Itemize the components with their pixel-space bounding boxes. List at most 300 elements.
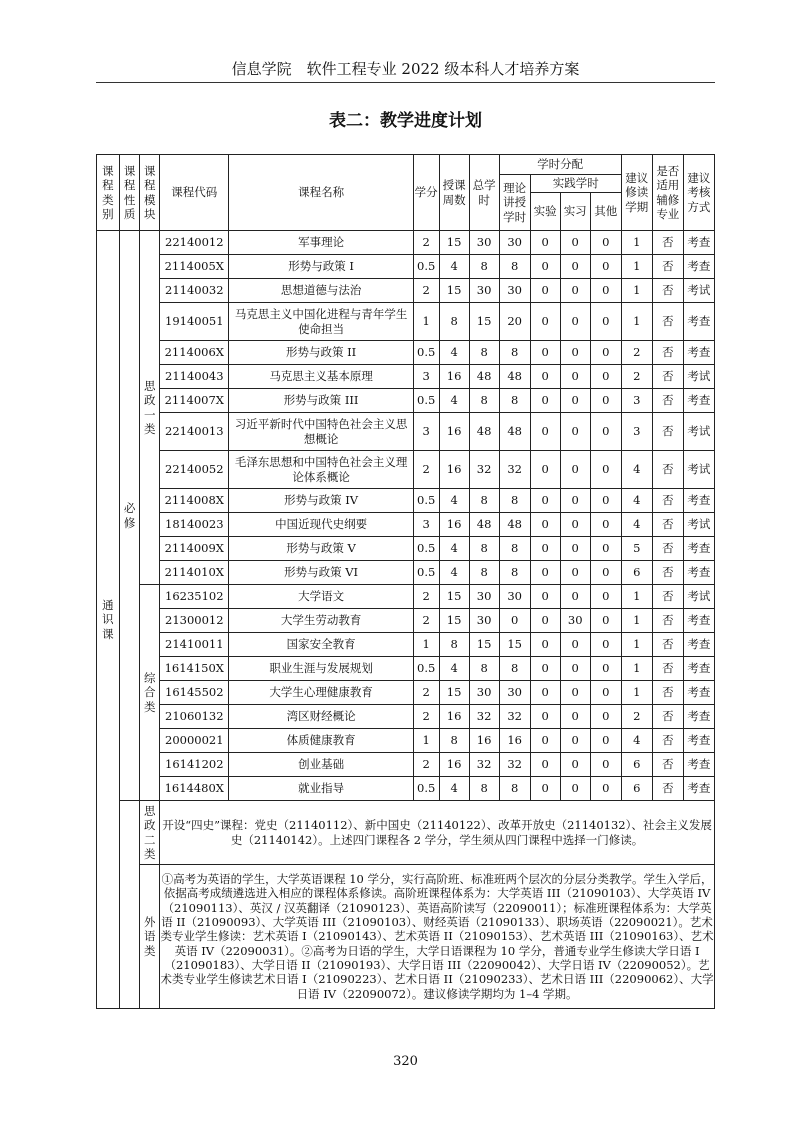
header-code: 课程代码	[160, 155, 229, 231]
cell-other: 0	[590, 231, 621, 255]
table-row	[97, 561, 715, 585]
cell-code: 2114009X	[160, 537, 229, 561]
cell-sem: 6	[621, 753, 652, 777]
cell-code: 21060132	[160, 705, 229, 729]
cell-credits: 2	[413, 753, 439, 777]
cell-code: 22140013	[160, 413, 229, 451]
cell-code: 2114005X	[160, 255, 229, 279]
cell-code: 20000021	[160, 729, 229, 753]
cell-exam: 考查	[683, 657, 714, 681]
cell-intern: 0	[560, 413, 590, 451]
cell-total: 30	[469, 681, 499, 705]
cell-weeks: 4	[439, 537, 469, 561]
cell-sem: 6	[621, 561, 652, 585]
cell-weeks: 4	[439, 341, 469, 365]
cell-theory: 0	[499, 609, 530, 633]
cell-other: 0	[590, 633, 621, 657]
table-row	[97, 365, 715, 389]
cell-code: 22140052	[160, 451, 229, 489]
cell-name: 中国近现代史纲要	[229, 513, 413, 537]
cell-minor: 否	[652, 681, 683, 705]
cell-exp: 0	[530, 681, 560, 705]
cell-exam: 考查	[683, 753, 714, 777]
cell-sem: 1	[621, 585, 652, 609]
cell-intern: 0	[560, 451, 590, 489]
table-row	[97, 681, 715, 705]
cell-sem: 4	[621, 729, 652, 753]
cell-code: 1614150X	[160, 657, 229, 681]
cell-total: 30	[469, 585, 499, 609]
cell-other: 0	[590, 389, 621, 413]
cell-exam: 考试	[683, 451, 714, 489]
cell-name: 毛泽东思想和中国特色社会主义理论体系概论	[229, 451, 413, 489]
cell-total: 8	[469, 657, 499, 681]
cell-exp: 0	[530, 609, 560, 633]
cell-exam: 考查	[683, 389, 714, 413]
cell-theory: 8	[499, 389, 530, 413]
cell-weeks: 8	[439, 729, 469, 753]
cell-name: 体质健康教育	[229, 729, 413, 753]
cell-other: 0	[590, 753, 621, 777]
cell-code: 21140043	[160, 365, 229, 389]
cell-exp: 0	[530, 513, 560, 537]
cell-theory: 8	[499, 255, 530, 279]
cell-sem: 3	[621, 389, 652, 413]
nature-cell: 必修	[119, 231, 140, 801]
header-hours-group: 学时分配	[499, 155, 621, 175]
cell-intern: 0	[560, 777, 590, 801]
cell-sem: 1	[621, 279, 652, 303]
cell-other: 0	[590, 341, 621, 365]
cell-intern: 0	[560, 681, 590, 705]
cell-sem: 1	[621, 303, 652, 341]
cell-minor: 否	[652, 413, 683, 451]
cell-minor: 否	[652, 231, 683, 255]
teaching-plan-table	[96, 154, 715, 1009]
cell-code: 18140023	[160, 513, 229, 537]
cell-exam: 考查	[683, 705, 714, 729]
cell-weeks: 4	[439, 657, 469, 681]
cell-name: 形势与政策 VI	[229, 561, 413, 585]
table-row-politics2	[97, 801, 715, 865]
cell-other: 0	[590, 537, 621, 561]
cell-credits: 2	[413, 609, 439, 633]
table-row	[97, 729, 715, 753]
cell-theory: 48	[499, 513, 530, 537]
cell-exp: 0	[530, 365, 560, 389]
cell-name: 马克思主义中国化进程与青年学生使命担当	[229, 303, 413, 341]
cell-exp: 0	[530, 255, 560, 279]
page-header: 信息学院 软件工程专业 2022 级本科人才培养方案	[231, 60, 580, 78]
cell-weeks: 4	[439, 561, 469, 585]
cell-other: 0	[590, 279, 621, 303]
table-row	[97, 513, 715, 537]
cell-name: 形势与政策 IV	[229, 489, 413, 513]
cell-credits: 3	[413, 513, 439, 537]
cell-exp: 0	[530, 585, 560, 609]
cell-theory: 8	[499, 777, 530, 801]
cell-theory: 20	[499, 303, 530, 341]
cell-exam: 考查	[683, 341, 714, 365]
table-row	[97, 633, 715, 657]
cell-name: 习近平新时代中国特色社会主义思想概论	[229, 413, 413, 451]
cell-weeks: 4	[439, 389, 469, 413]
page-number: 320	[393, 1054, 418, 1069]
cell-sem: 1	[621, 681, 652, 705]
cell-theory: 8	[499, 341, 530, 365]
cell-minor: 否	[652, 585, 683, 609]
cell-code: 2114010X	[160, 561, 229, 585]
cell-intern: 0	[560, 255, 590, 279]
header-nature: 课程性质	[119, 155, 140, 231]
cell-weeks: 16	[439, 753, 469, 777]
cell-exam: 考查	[683, 255, 714, 279]
cell-intern: 0	[560, 657, 590, 681]
cell-intern: 0	[560, 561, 590, 585]
cell-name: 形势与政策 II	[229, 341, 413, 365]
cell-exam: 考查	[683, 489, 714, 513]
cell-name: 大学生劳动教育	[229, 609, 413, 633]
cell-sem: 4	[621, 489, 652, 513]
note-foreign: ①高考为英语的学生，大学英语课程 10 学分，实行高阶班、标准班两个层次的分层分类教学。学生入学后，依据高考成绩遴选进入相应的课程体系修读。高阶班课程体系为：大学英语 III（21090103）、大学英语 IV（21090113）、英汉 / 汉英翻译（21090123）、英语高阶读写（22090011）；标准班课程体系为：大学英语 II（21090093）、大学英语 III（21090103）、财经英语（21090133）、职场英语（22090021）。艺术类专业学生修读：艺术英语 I（21090143）、艺术英语 II（21090153）、艺术英语 III（21090163）、艺术英语 IV（22090031）。②高考为日语的学生，大学日语课程为 10 学分，普通专业学生修读大学日语 I（21090183）、大学日语 II（21090193）、大学日语 III（22090042）、大学日语 IV（22090052）。艺术类专业学生修读艺术日语 I（21090223）、艺术日语 II（21090233）、艺术日语 III（22090062）、大学日语 IV（22090072）。建议修读学期均为 1–4 学期。	[160, 865, 715, 1009]
module-cell-politics1: 思政一类	[140, 231, 160, 585]
cell-code: 22140012	[160, 231, 229, 255]
table-row	[97, 657, 715, 681]
cell-exp: 0	[530, 413, 560, 451]
cell-minor: 否	[652, 513, 683, 537]
cell-code: 16141202	[160, 753, 229, 777]
cell-other: 0	[590, 729, 621, 753]
cell-other: 0	[590, 657, 621, 681]
cell-credits: 1	[413, 303, 439, 341]
table-row	[97, 255, 715, 279]
cell-minor: 否	[652, 705, 683, 729]
cell-code: 21140032	[160, 279, 229, 303]
cell-intern: 0	[560, 585, 590, 609]
cell-other: 0	[590, 365, 621, 389]
category-cell: 通识课	[97, 231, 120, 1009]
cell-credits: 1	[413, 729, 439, 753]
cell-total: 8	[469, 777, 499, 801]
header-module: 课程模块	[140, 155, 160, 231]
header-weeks: 授课周数	[439, 155, 469, 231]
cell-exam: 考试	[683, 585, 714, 609]
cell-exam: 考查	[683, 231, 714, 255]
cell-name: 思想道德与法治	[229, 279, 413, 303]
cell-theory: 30	[499, 279, 530, 303]
cell-weeks: 15	[439, 279, 469, 303]
cell-exp: 0	[530, 753, 560, 777]
cell-sem: 2	[621, 365, 652, 389]
cell-credits: 0.5	[413, 777, 439, 801]
cell-code: 2114006X	[160, 341, 229, 365]
cell-name: 军事理论	[229, 231, 413, 255]
cell-credits: 0.5	[413, 537, 439, 561]
header-internship: 实习	[560, 193, 590, 231]
table-row-foreign	[97, 865, 715, 1009]
cell-sem: 2	[621, 705, 652, 729]
table-row	[97, 489, 715, 513]
cell-exam: 考查	[683, 633, 714, 657]
cell-theory: 48	[499, 413, 530, 451]
header-practice-group: 实践学时	[530, 175, 621, 193]
cell-exp: 0	[530, 561, 560, 585]
cell-theory: 8	[499, 489, 530, 513]
cell-code: 21300012	[160, 609, 229, 633]
cell-code: 16235102	[160, 585, 229, 609]
cell-theory: 48	[499, 365, 530, 389]
cell-total: 8	[469, 255, 499, 279]
cell-minor: 否	[652, 537, 683, 561]
cell-total: 30	[469, 609, 499, 633]
cell-theory: 32	[499, 705, 530, 729]
cell-credits: 0.5	[413, 255, 439, 279]
cell-intern: 0	[560, 753, 590, 777]
cell-exam: 考查	[683, 729, 714, 753]
cell-minor: 否	[652, 303, 683, 341]
cell-exam: 考试	[683, 513, 714, 537]
cell-exam: 考查	[683, 681, 714, 705]
cell-weeks: 16	[439, 365, 469, 389]
cell-total: 32	[469, 451, 499, 489]
cell-intern: 0	[560, 729, 590, 753]
cell-other: 0	[590, 777, 621, 801]
cell-name: 就业指导	[229, 777, 413, 801]
cell-sem: 1	[621, 633, 652, 657]
cell-intern: 30	[560, 609, 590, 633]
cell-minor: 否	[652, 341, 683, 365]
cell-code: 16145502	[160, 681, 229, 705]
cell-weeks: 15	[439, 231, 469, 255]
cell-credits: 2	[413, 231, 439, 255]
cell-theory: 32	[499, 753, 530, 777]
cell-theory: 8	[499, 657, 530, 681]
header-exam: 建议考核方式	[683, 155, 714, 231]
cell-exp: 0	[530, 633, 560, 657]
cell-other: 0	[590, 681, 621, 705]
note-politics2: 开设“四史”课程：党史（21140112）、新中国史（21140122）、改革开放史（21140132）、社会主义发展史（21140142）。上述四门课程各 2 学分，学生须从四门课程中选择一门修读。	[160, 801, 715, 865]
cell-exp: 0	[530, 489, 560, 513]
cell-theory: 32	[499, 451, 530, 489]
cell-minor: 否	[652, 777, 683, 801]
cell-theory: 16	[499, 729, 530, 753]
cell-name: 创业基础	[229, 753, 413, 777]
cell-minor: 否	[652, 657, 683, 681]
header-other: 其他	[590, 193, 621, 231]
cell-sem: 1	[621, 255, 652, 279]
cell-name: 形势与政策 III	[229, 389, 413, 413]
cell-credits: 0.5	[413, 389, 439, 413]
header-credits: 学分	[413, 155, 439, 231]
nature-cell-empty	[119, 801, 140, 1009]
cell-total: 32	[469, 705, 499, 729]
cell-code: 21410011	[160, 633, 229, 657]
cell-exp: 0	[530, 303, 560, 341]
cell-exam: 考试	[683, 365, 714, 389]
cell-exam: 考试	[683, 413, 714, 451]
cell-minor: 否	[652, 489, 683, 513]
cell-code: 1614480X	[160, 777, 229, 801]
header-total-hours: 总学时	[469, 155, 499, 231]
cell-name: 职业生涯与发展规划	[229, 657, 413, 681]
cell-minor: 否	[652, 561, 683, 585]
header-theory: 理论讲授学时	[499, 175, 530, 231]
cell-total: 15	[469, 303, 499, 341]
cell-minor: 否	[652, 365, 683, 389]
cell-sem: 1	[621, 609, 652, 633]
cell-credits: 0.5	[413, 489, 439, 513]
cell-exp: 0	[530, 729, 560, 753]
cell-sem: 5	[621, 537, 652, 561]
header-tutoring: 是否适用辅修专业	[652, 155, 683, 231]
cell-exp: 0	[530, 451, 560, 489]
cell-name: 马克思主义基本原理	[229, 365, 413, 389]
cell-minor: 否	[652, 729, 683, 753]
cell-credits: 3	[413, 365, 439, 389]
table-row	[97, 279, 715, 303]
cell-intern: 0	[560, 705, 590, 729]
cell-intern: 0	[560, 633, 590, 657]
cell-exam: 考查	[683, 537, 714, 561]
cell-code: 2114007X	[160, 389, 229, 413]
cell-intern: 0	[560, 365, 590, 389]
table-row	[97, 609, 715, 633]
table-row	[97, 303, 715, 341]
cell-exp: 0	[530, 231, 560, 255]
cell-minor: 否	[652, 753, 683, 777]
cell-exp: 0	[530, 777, 560, 801]
cell-exp: 0	[530, 537, 560, 561]
table-row	[97, 389, 715, 413]
cell-minor: 否	[652, 633, 683, 657]
cell-credits: 2	[413, 451, 439, 489]
cell-other: 0	[590, 451, 621, 489]
cell-name: 大学生心理健康教育	[229, 681, 413, 705]
cell-code: 19140051	[160, 303, 229, 341]
cell-total: 30	[469, 279, 499, 303]
cell-intern: 0	[560, 513, 590, 537]
cell-weeks: 8	[439, 303, 469, 341]
table-row	[97, 451, 715, 489]
cell-theory: 30	[499, 585, 530, 609]
table-title: 表二：教学进度计划	[329, 111, 482, 131]
cell-other: 0	[590, 303, 621, 341]
cell-theory: 30	[499, 681, 530, 705]
cell-name: 大学语文	[229, 585, 413, 609]
cell-minor: 否	[652, 451, 683, 489]
cell-minor: 否	[652, 389, 683, 413]
table-row	[97, 753, 715, 777]
cell-minor: 否	[652, 609, 683, 633]
cell-total: 8	[469, 489, 499, 513]
cell-minor: 否	[652, 255, 683, 279]
cell-exp: 0	[530, 705, 560, 729]
cell-total: 15	[469, 633, 499, 657]
cell-name: 形势与政策 I	[229, 255, 413, 279]
cell-credits: 2	[413, 585, 439, 609]
module-cell-politics2: 思政二类	[140, 801, 160, 865]
table-row	[97, 413, 715, 451]
cell-weeks: 16	[439, 413, 469, 451]
cell-weeks: 16	[439, 705, 469, 729]
cell-weeks: 4	[439, 255, 469, 279]
cell-credits: 0.5	[413, 561, 439, 585]
cell-total: 8	[469, 341, 499, 365]
cell-credits: 3	[413, 413, 439, 451]
cell-weeks: 16	[439, 451, 469, 489]
cell-sem: 2	[621, 341, 652, 365]
cell-credits: 1	[413, 633, 439, 657]
cell-intern: 0	[560, 537, 590, 561]
cell-sem: 1	[621, 231, 652, 255]
cell-sem: 1	[621, 657, 652, 681]
module-cell-general: 综合类	[140, 585, 160, 801]
cell-intern: 0	[560, 489, 590, 513]
cell-other: 0	[590, 513, 621, 537]
cell-minor: 否	[652, 279, 683, 303]
cell-sem: 3	[621, 413, 652, 451]
cell-exam: 考查	[683, 303, 714, 341]
cell-other: 0	[590, 609, 621, 633]
cell-credits: 0.5	[413, 341, 439, 365]
cell-other: 0	[590, 413, 621, 451]
cell-exam: 考试	[683, 279, 714, 303]
module-cell-foreign: 外语类	[140, 865, 160, 1009]
cell-theory: 30	[499, 231, 530, 255]
cell-intern: 0	[560, 389, 590, 413]
cell-exam: 考查	[683, 609, 714, 633]
table-row	[97, 341, 715, 365]
cell-total: 30	[469, 231, 499, 255]
header-experiment: 实验	[530, 193, 560, 231]
cell-name: 国家安全教育	[229, 633, 413, 657]
cell-weeks: 15	[439, 681, 469, 705]
cell-code: 2114008X	[160, 489, 229, 513]
cell-exp: 0	[530, 657, 560, 681]
cell-intern: 0	[560, 341, 590, 365]
cell-exp: 0	[530, 389, 560, 413]
header-category: 课程类别	[97, 155, 120, 231]
cell-name: 形势与政策 V	[229, 537, 413, 561]
cell-intern: 0	[560, 279, 590, 303]
cell-total: 8	[469, 561, 499, 585]
table-row	[97, 585, 715, 609]
cell-other: 0	[590, 585, 621, 609]
cell-weeks: 4	[439, 777, 469, 801]
cell-total: 48	[469, 513, 499, 537]
cell-weeks: 8	[439, 633, 469, 657]
table-row	[97, 537, 715, 561]
cell-name: 湾区财经概论	[229, 705, 413, 729]
cell-credits: 2	[413, 705, 439, 729]
cell-total: 48	[469, 413, 499, 451]
table-row	[97, 231, 715, 255]
cell-weeks: 4	[439, 489, 469, 513]
cell-credits: 2	[413, 279, 439, 303]
cell-exam: 考查	[683, 561, 714, 585]
cell-credits: 2	[413, 681, 439, 705]
cell-total: 32	[469, 753, 499, 777]
cell-other: 0	[590, 561, 621, 585]
cell-theory: 8	[499, 537, 530, 561]
cell-other: 0	[590, 489, 621, 513]
header-rule	[96, 82, 715, 83]
table-row	[97, 705, 715, 729]
cell-weeks: 16	[439, 513, 469, 537]
table-row	[97, 777, 715, 801]
cell-intern: 0	[560, 303, 590, 341]
cell-other: 0	[590, 705, 621, 729]
